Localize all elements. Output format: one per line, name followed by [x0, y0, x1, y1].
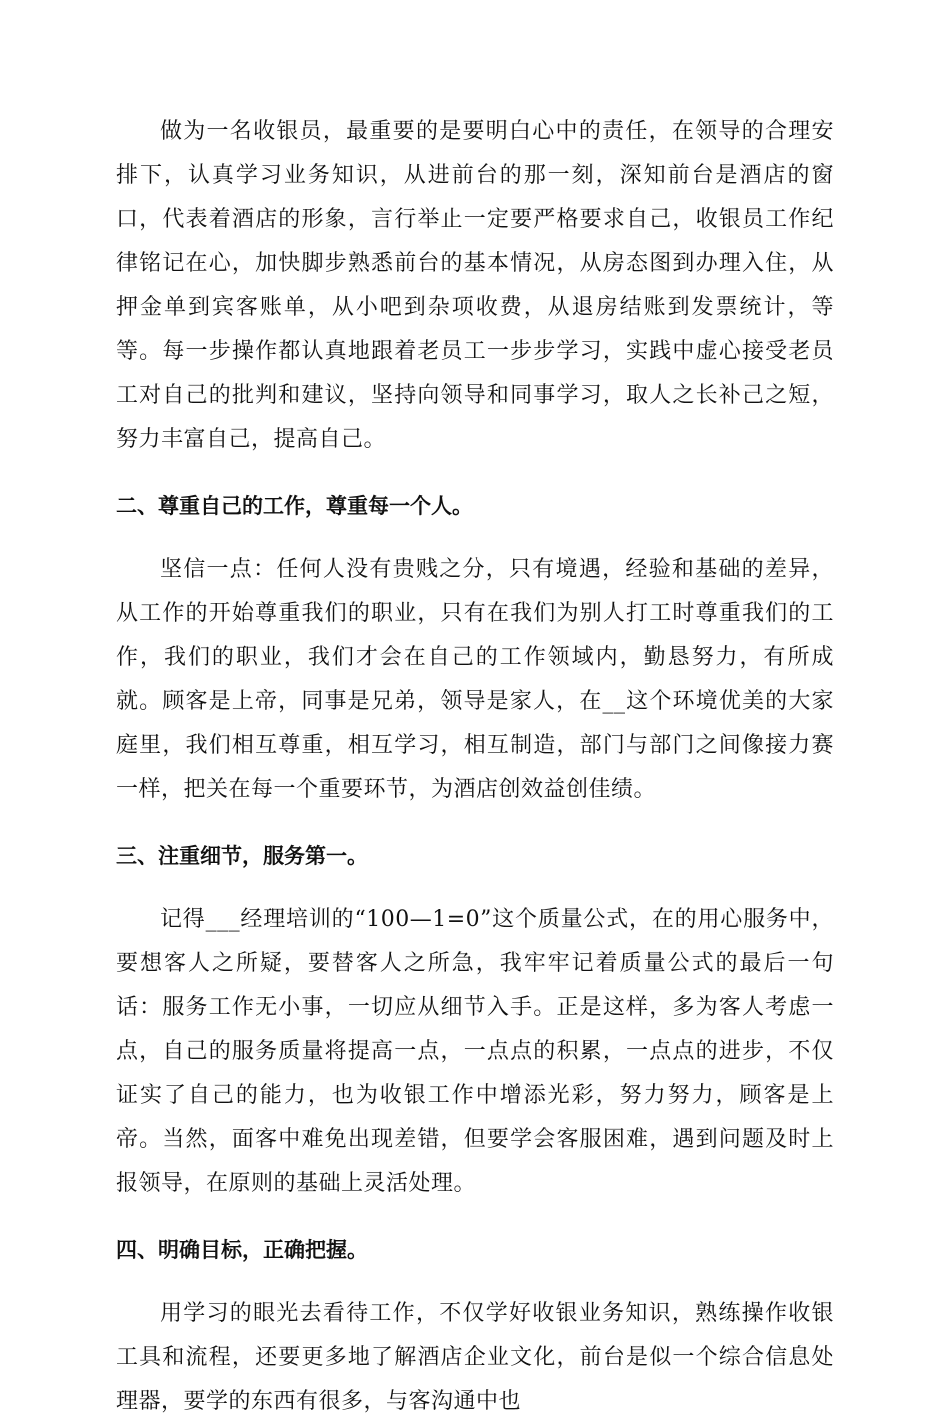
- paragraph-intro: 做为一名收银员，最重要的是要明白心中的责任，在领导的合理安排下，认真学习业务知识，从进前台的那一刻，深知前台是酒店的窗口，代表着酒店的形象，言行举止一定要严格要求自己，收银员工作纪律铭记在心，加快脚步熟悉前台的基本情况，从房态图到办理入住，从押金单到宾客账单，从小吧到杂项收费，从退房结账到发票统计，等等。每一步操作都认真地跟着老员工一步步学习，实践中虚心接受老员工对自己的批判和建议，坚持向领导和同事学习，取人之长补己之短，努力丰富自己，提高自己。: [116, 119, 834, 452]
- paragraph-respect: 坚信一点：任何人没有贵贱之分，只有境遇，经验和基础的差异，从工作的开始尊重我们的职业，只有在我们为别人打工时尊重我们的工作，我们的职业，我们才会在自己的工作领域内，勤恳努力，有所成就。顾客是上帝，同事是兄弟，领导是家人，在__这个环境优美的大家庭里，我们相互尊重，相互学习，相互制造，部门与部门之间像接力赛一样，把关在每一个重要环节，为酒店创效益创佳绩。: [116, 557, 834, 802]
- section-heading-respect: 二、尊重自己的工作，尊重每一个人。: [116, 494, 473, 518]
- paragraph-details: 记得___经理培训的“100—1=0”这个质量公式，在的用心服务中，要想客人之所疑，要替客人之所急，我牢牢记着质量公式的最后一句话：服务工作无小事，一切应从细节入手。正是这样，多为客人考虑一点，自己的服务质量将提高一点，一点点的积累，一点点的进步，不仅证实了自己的能力，也为收银工作中增添光彩，努力努力，顾客是上帝。当然，面客中难免出现差错，但要学会客服困难，遇到问题及时上报领导，在原则的基础上灵活处理。: [116, 907, 834, 1196]
- paragraph-goals: 用学习的眼光去看待工作，不仅学好收银业务知识，熟练操作收银工具和流程，还要更多地了解酒店企业文化，前台是似一个综合信息处理器，要学的东西有很多，与客沟通中也: [116, 1301, 834, 1414]
- section-heading-goals: 四、明确目标，正确把握。: [116, 1238, 368, 1262]
- section-heading-details: 三、注重细节，服务第一。: [116, 844, 368, 868]
- document-body: [116, 110, 834, 1424]
